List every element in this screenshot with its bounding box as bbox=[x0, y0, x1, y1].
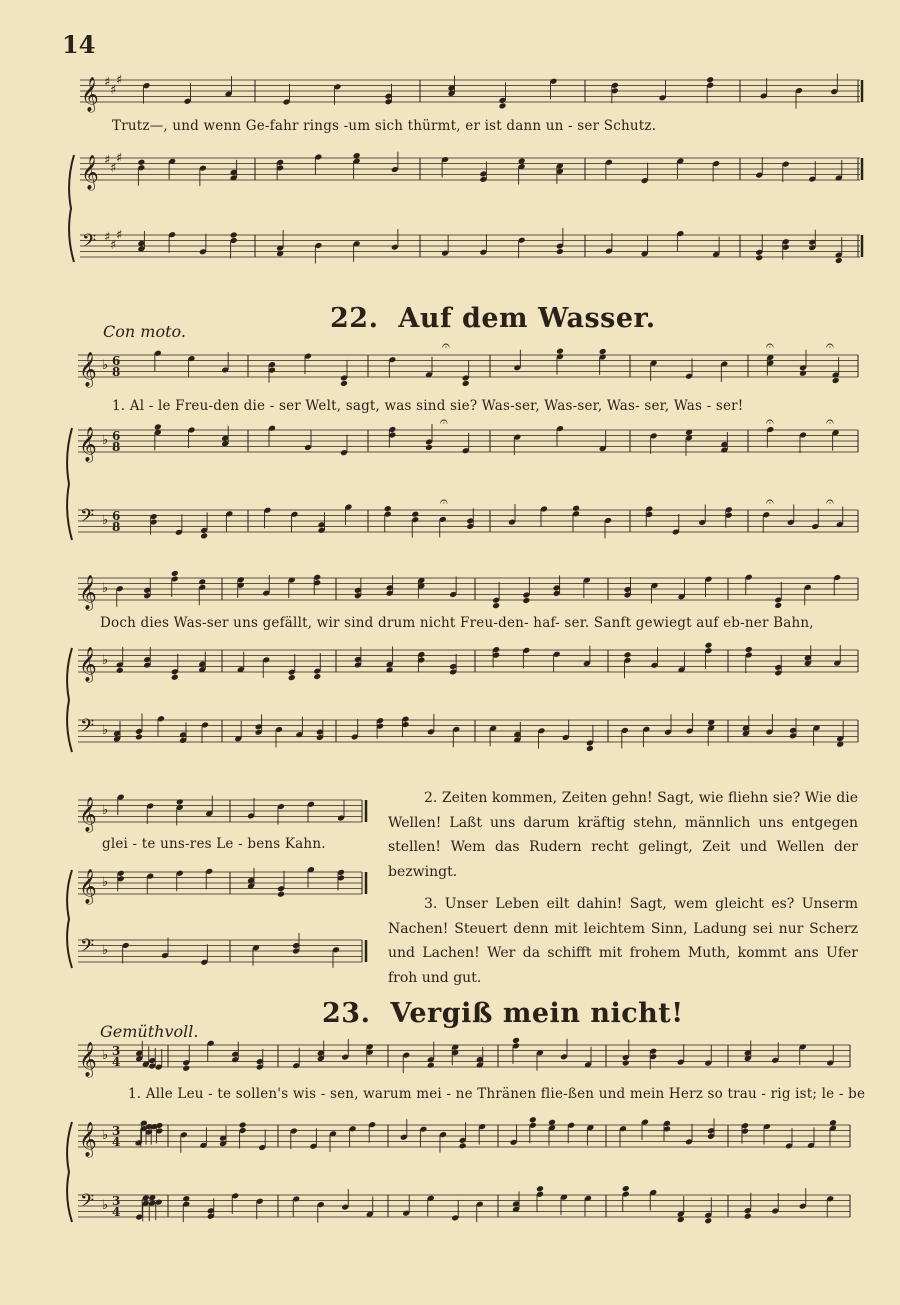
chord-note-head bbox=[492, 602, 500, 609]
system-brace bbox=[69, 155, 74, 262]
song1-lyrics: Trutz—, und wenn Ge-fahr rings -um sich thürmt, er ist dann un - ser Schutz. bbox=[112, 118, 657, 134]
song23-title bbox=[322, 998, 684, 1029]
chord-note-head bbox=[137, 159, 145, 166]
chord-note-head bbox=[572, 505, 580, 512]
flat-sign: ♭ bbox=[102, 803, 109, 818]
treble-clef: 𝄞 bbox=[81, 77, 99, 112]
chord-note-head bbox=[200, 532, 208, 539]
chord-note-head bbox=[135, 733, 143, 740]
chord-note-head bbox=[198, 578, 206, 585]
chord-note-head bbox=[622, 1185, 630, 1192]
chord-note-head bbox=[624, 651, 632, 658]
song22-number: 22. bbox=[330, 303, 379, 334]
time-signature-bottom: 8 bbox=[112, 520, 121, 534]
chord-note-head bbox=[459, 1142, 467, 1149]
flat-sign: ♭ bbox=[102, 653, 109, 668]
chord-note-head bbox=[556, 348, 564, 355]
treble-clef: 𝄞 bbox=[79, 427, 97, 462]
song22-lyrics-line3: glei - te uns-res Le - bens Kahn. bbox=[102, 836, 326, 852]
chord-note-head bbox=[556, 248, 564, 255]
song22-verse2: 2. Zeiten kommen, Zeiten gehn! Sagt, wie fliehn sie? Wie die Wellen! Laßt uns darum kräftig stehn, männlich uns entgegen stellen! Wem das Rudern recht gelingt, Zeit und Wellen der bezwingt. bbox=[388, 790, 858, 880]
fermata: 𝄐 bbox=[826, 414, 834, 430]
chord-note-head bbox=[755, 254, 763, 261]
time-signature-bottom: 8 bbox=[112, 440, 121, 454]
fermata: 𝄐 bbox=[826, 338, 834, 354]
flat-sign: ♭ bbox=[102, 1048, 109, 1063]
treble-clef: 𝄞 bbox=[79, 575, 97, 610]
sharp-sign: ♯ bbox=[116, 228, 123, 243]
chord-note-head bbox=[313, 673, 321, 680]
chord-note-head bbox=[171, 570, 179, 577]
chord-note-head bbox=[239, 1122, 247, 1129]
sharp-sign: ♯ bbox=[110, 161, 117, 176]
sharp-sign: ♯ bbox=[116, 151, 123, 166]
fermata: 𝄐 bbox=[440, 494, 448, 510]
treble-clef: 𝄞 bbox=[79, 647, 97, 682]
system-brace bbox=[67, 1122, 72, 1222]
flat-sign: ♭ bbox=[102, 433, 109, 448]
chord-note-head bbox=[154, 423, 162, 430]
fermata: 𝄐 bbox=[440, 414, 448, 430]
chord-note-head bbox=[512, 1037, 520, 1044]
flat-sign: ♭ bbox=[102, 943, 109, 958]
flat-sign: ♭ bbox=[102, 1198, 109, 1213]
treble-clef: 𝄞 bbox=[79, 869, 97, 904]
song23-title-text: Vergiß mein nicht! bbox=[390, 998, 684, 1029]
chord-note-head bbox=[176, 798, 184, 805]
chord-note-head bbox=[744, 1213, 752, 1220]
chord-note-head bbox=[182, 1195, 190, 1202]
page-number: 14 bbox=[62, 30, 96, 59]
flat-sign: ♭ bbox=[102, 358, 109, 373]
chord-note-head bbox=[425, 444, 433, 451]
chord-note-head bbox=[384, 505, 392, 512]
bass-clef: 𝄢 bbox=[80, 716, 95, 741]
chord-note-head bbox=[411, 511, 419, 518]
sharp-sign: ♯ bbox=[116, 73, 123, 88]
fermata: 𝄐 bbox=[766, 414, 774, 430]
treble-clef: 𝄞 bbox=[79, 797, 97, 832]
chord-note-head bbox=[586, 745, 594, 752]
chord-note-head bbox=[522, 597, 530, 604]
system-brace bbox=[67, 428, 72, 540]
chord-note-head bbox=[745, 646, 753, 653]
chord-note-head bbox=[182, 1065, 190, 1072]
chord-note-head bbox=[799, 370, 807, 377]
chord-note-head bbox=[835, 257, 843, 264]
flat-sign: ♭ bbox=[102, 875, 109, 890]
chord-note-head bbox=[774, 602, 782, 609]
song22-lyrics-line2: Doch dies Was-ser uns gefällt, wir sind drum nicht Freu-den- haf- ser. Sanft gewiegt auf eb-ner Bahn, bbox=[100, 615, 814, 631]
song23-tempo: Gemüthvoll. bbox=[100, 1022, 199, 1041]
sharp-sign: ♯ bbox=[104, 75, 111, 90]
chord-note-head bbox=[288, 674, 296, 681]
song22-title bbox=[330, 303, 656, 334]
time-signature-top: 6 bbox=[112, 429, 121, 443]
song22-verses bbox=[388, 786, 858, 990]
chord-note-head bbox=[704, 1217, 712, 1224]
flat-sign: ♭ bbox=[102, 513, 109, 528]
time-signature-bottom: 8 bbox=[112, 365, 121, 379]
fermata: 𝄐 bbox=[766, 338, 774, 354]
bass-clef: 𝄢 bbox=[82, 231, 97, 256]
chord-note-head bbox=[171, 674, 179, 681]
chord-note-head bbox=[427, 1062, 435, 1069]
chord-note-head bbox=[832, 377, 840, 384]
treble-clef: 𝄞 bbox=[79, 1042, 97, 1077]
song22-title-text: Auf dem Wasser. bbox=[398, 303, 656, 334]
time-signature-top: 6 bbox=[112, 509, 121, 523]
chord-note-head bbox=[622, 1060, 630, 1067]
chord-note-head bbox=[340, 380, 348, 387]
bass-clef: 𝄢 bbox=[80, 1191, 95, 1216]
chord-note-head bbox=[599, 348, 607, 355]
time-signature-top: 3 bbox=[112, 1044, 121, 1058]
fermata: 𝄐 bbox=[766, 494, 774, 510]
sharp-sign: ♯ bbox=[110, 238, 117, 253]
treble-clef: 𝄞 bbox=[79, 1122, 97, 1157]
fermata: 𝄐 bbox=[826, 494, 834, 510]
time-signature-bottom: 4 bbox=[112, 1055, 121, 1069]
system-brace bbox=[67, 648, 72, 752]
song22-verse3: 3. Unser Leben eilt dahin! Sagt, wem gleicht es? Unserm Nachen! Steuert denn mit leichtem Sinn, Ladung sei nur Scherz und Lachen! Wer da schifft mit frohem Muth, kommt ans Ufer froh und gut. bbox=[388, 896, 858, 986]
chord-note-head bbox=[462, 380, 470, 387]
treble-clef: 𝄞 bbox=[81, 155, 99, 190]
chord-note-head bbox=[230, 232, 238, 239]
sharp-sign: ♯ bbox=[104, 153, 111, 168]
chord-note-head bbox=[116, 667, 124, 674]
time-signature-bottom: 4 bbox=[112, 1135, 121, 1149]
flat-sign: ♭ bbox=[102, 723, 109, 738]
chord-note-head bbox=[277, 891, 285, 898]
chord-note-head bbox=[499, 102, 507, 109]
song22-lyrics-line1: 1. Al - le Freu-den die - ser Welt, sagt, was sind sie? Was-ser, Was-ser, Was- ser, Was - ser! bbox=[112, 398, 744, 414]
treble-clef: 𝄞 bbox=[79, 352, 97, 387]
song23-number: 23. bbox=[322, 998, 371, 1029]
time-signature-top: 3 bbox=[112, 1124, 121, 1138]
flat-sign: ♭ bbox=[102, 1128, 109, 1143]
chord-note-head bbox=[529, 1116, 537, 1123]
song22-tempo: Con moto. bbox=[103, 322, 186, 341]
fermata: 𝄐 bbox=[442, 338, 450, 354]
time-signature-top: 6 bbox=[112, 354, 121, 368]
bass-clef: 𝄢 bbox=[80, 936, 95, 961]
time-signature-bottom: 4 bbox=[112, 1205, 121, 1219]
chord-note-head bbox=[705, 642, 713, 649]
system-brace bbox=[67, 870, 72, 968]
song23-lyrics-line1: 1. Alle Leu - te sollen's wis - sen, warum mei - ne Thränen flie-ßen und mein Herz so trau - rig ist; le - be bbox=[128, 1086, 866, 1102]
chord-note-head bbox=[536, 1185, 544, 1192]
chord-note-head bbox=[706, 76, 714, 83]
time-signature-top: 3 bbox=[112, 1194, 121, 1208]
bass-clef: 𝄢 bbox=[80, 506, 95, 531]
sharp-sign: ♯ bbox=[104, 230, 111, 245]
flat-sign: ♭ bbox=[102, 581, 109, 596]
sharp-sign: ♯ bbox=[110, 83, 117, 98]
